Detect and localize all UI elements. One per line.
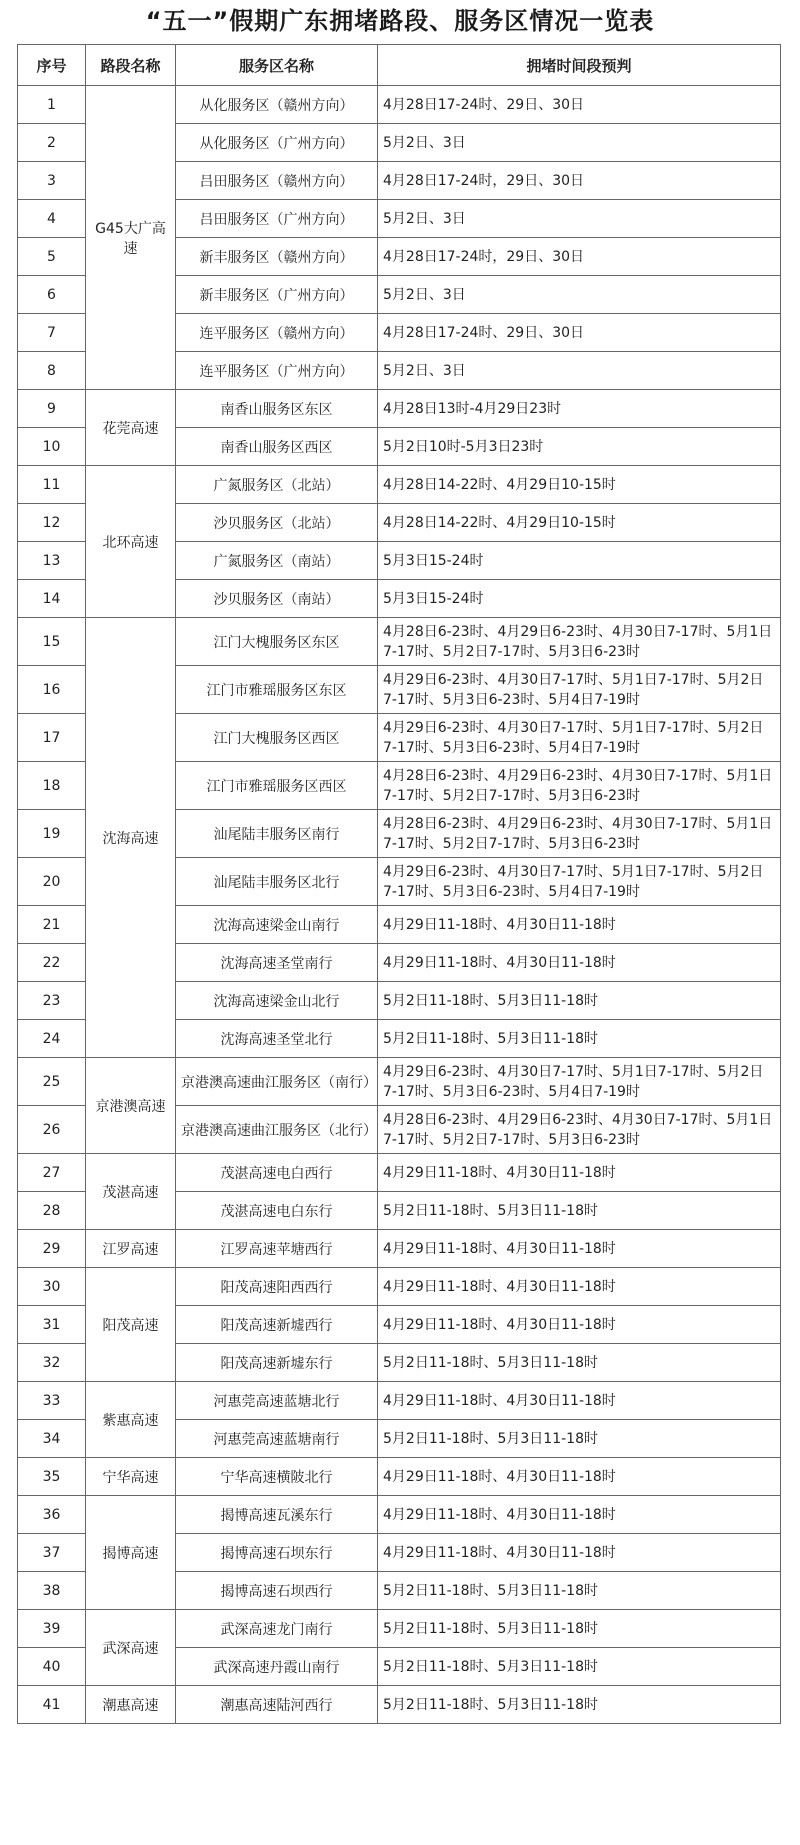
congestion-time-cell: 4月29日6-23时、4月30日7-17时、5月1日7-17时、5月2日7-17时、5月3日6-23时、5月4日7-19时: [378, 1058, 781, 1106]
row-index: 11: [18, 466, 86, 504]
row-index: 41: [18, 1686, 86, 1724]
service-area-cell: 沈海高速梁金山南行: [176, 906, 378, 944]
congestion-time-cell: 4月29日11-18时、4月30日11-18时: [378, 1306, 781, 1344]
congestion-time-cell: 4月28日17-24时、29日、30日: [378, 314, 781, 352]
row-index: 25: [18, 1058, 86, 1106]
row-index: 30: [18, 1268, 86, 1306]
service-area-cell: 武深高速丹霞山南行: [176, 1648, 378, 1686]
row-index: 22: [18, 944, 86, 982]
service-area-cell: 阳茂高速阳西西行: [176, 1268, 378, 1306]
service-area-cell: 广氮服务区（南站）: [176, 542, 378, 580]
congestion-time-cell: 4月28日6-23时、4月29日6-23时、4月30日7-17时、5月1日7-17时、5月2日7-17时、5月3日6-23时: [378, 762, 781, 810]
congestion-time-cell: 4月28日14-22时、4月29日10-15时: [378, 504, 781, 542]
table-row: [18, 1382, 781, 1420]
congestion-time-cell: 4月29日6-23时、4月30日7-17时、5月1日7-17时、5月2日7-17时、5月3日6-23时、5月4日7-19时: [378, 714, 781, 762]
congestion-time-cell: 4月29日11-18时、4月30日11-18时: [378, 1458, 781, 1496]
service-area-cell: 汕尾陆丰服务区南行: [176, 810, 378, 858]
table-row: [18, 1686, 781, 1724]
congestion-time-cell: 5月3日15-24时: [378, 542, 781, 580]
service-area-cell: 揭博高速石坝西行: [176, 1572, 378, 1610]
service-area-cell: 宁华高速横陂北行: [176, 1458, 378, 1496]
row-index: 29: [18, 1230, 86, 1268]
road-name-cell: 潮惠高速: [86, 1686, 176, 1724]
service-area-cell: 江罗高速苹塘西行: [176, 1230, 378, 1268]
service-area-cell: 新丰服务区（广州方向）: [176, 276, 378, 314]
row-index: 16: [18, 666, 86, 714]
row-index: 13: [18, 542, 86, 580]
service-area-cell: 沙贝服务区（南站）: [176, 580, 378, 618]
row-index: 9: [18, 390, 86, 428]
service-area-cell: 京港澳高速曲江服务区（北行）: [176, 1106, 378, 1154]
service-area-cell: 沙贝服务区（北站）: [176, 504, 378, 542]
road-name-cell: 阳茂高速: [86, 1268, 176, 1382]
congestion-time-cell: 5月2日、3日: [378, 124, 781, 162]
service-area-cell: 连平服务区（广州方向）: [176, 352, 378, 390]
congestion-time-cell: 5月2日11-18时、5月3日11-18时: [378, 1572, 781, 1610]
road-name-cell: 江罗高速: [86, 1230, 176, 1268]
table-row: [18, 1458, 781, 1496]
row-index: 33: [18, 1382, 86, 1420]
service-area-cell: 从化服务区（广州方向）: [176, 124, 378, 162]
service-area-cell: 广氮服务区（北站）: [176, 466, 378, 504]
congestion-time-cell: 5月2日11-18时、5月3日11-18时: [378, 1420, 781, 1458]
congestion-time-cell: 5月3日15-24时: [378, 580, 781, 618]
table-row: [18, 1058, 781, 1106]
row-index: 27: [18, 1154, 86, 1192]
row-index: 32: [18, 1344, 86, 1382]
congestion-time-cell: 5月2日11-18时、5月3日11-18时: [378, 1648, 781, 1686]
service-area-cell: 揭博高速石坝东行: [176, 1534, 378, 1572]
row-index: 20: [18, 858, 86, 906]
header-service-area: 服务区名称: [176, 45, 378, 86]
congestion-time-cell: 4月29日11-18时、4月30日11-18时: [378, 906, 781, 944]
congestion-time-cell: 4月28日6-23时、4月29日6-23时、4月30日7-17时、5月1日7-17时、5月2日7-17时、5月3日6-23时: [378, 810, 781, 858]
congestion-time-cell: 4月28日17-24时，29日、30日: [378, 162, 781, 200]
table-row: [18, 1154, 781, 1192]
row-index: 8: [18, 352, 86, 390]
row-index: 6: [18, 276, 86, 314]
row-index: 26: [18, 1106, 86, 1154]
road-name-cell: 花莞高速: [86, 390, 176, 466]
row-index: 1: [18, 86, 86, 124]
congestion-time-cell: 4月28日14-22时、4月29日10-15时: [378, 466, 781, 504]
congestion-time-cell: 4月29日11-18时、4月30日11-18时: [378, 944, 781, 982]
service-area-cell: 京港澳高速曲江服务区（南行）: [176, 1058, 378, 1106]
header-road-name: 路段名称: [86, 45, 176, 86]
congestion-time-cell: 4月28日17-24时、29日、30日: [378, 86, 781, 124]
service-area-cell: 江门大槐服务区西区: [176, 714, 378, 762]
table-row: [18, 86, 781, 124]
row-index: 24: [18, 1020, 86, 1058]
congestion-time-cell: 4月28日6-23时、4月29日6-23时、4月30日7-17时、5月1日7-17时、5月2日7-17时、5月3日6-23时: [378, 1106, 781, 1154]
row-index: 39: [18, 1610, 86, 1648]
congestion-time-cell: 5月2日11-18时、5月3日11-18时: [378, 1192, 781, 1230]
service-area-cell: 汕尾陆丰服务区北行: [176, 858, 378, 906]
road-name-cell: 沈海高速: [86, 618, 176, 1058]
service-area-cell: 江门市雅瑶服务区西区: [176, 762, 378, 810]
row-index: 12: [18, 504, 86, 542]
congestion-time-cell: 5月2日11-18时、5月3日11-18时: [378, 982, 781, 1020]
service-area-cell: 新丰服务区（赣州方向）: [176, 238, 378, 276]
road-name-cell: 武深高速: [86, 1610, 176, 1686]
row-index: 34: [18, 1420, 86, 1458]
table-row: [18, 618, 781, 666]
row-index: 5: [18, 238, 86, 276]
service-area-cell: 吕田服务区（赣州方向）: [176, 162, 378, 200]
congestion-time-cell: 5月2日11-18时、5月3日11-18时: [378, 1020, 781, 1058]
road-name-cell: 茂湛高速: [86, 1154, 176, 1230]
congestion-time-cell: 5月2日、3日: [378, 276, 781, 314]
row-index: 38: [18, 1572, 86, 1610]
congestion-time-cell: 5月2日、3日: [378, 200, 781, 238]
row-index: 18: [18, 762, 86, 810]
header-index: 序号: [18, 45, 86, 86]
service-area-cell: 沈海高速梁金山北行: [176, 982, 378, 1020]
service-area-cell: 江门市雅瑶服务区东区: [176, 666, 378, 714]
row-index: 7: [18, 314, 86, 352]
table-row: [18, 1610, 781, 1648]
service-area-cell: 茂湛高速电白西行: [176, 1154, 378, 1192]
congestion-time-cell: 5月2日、3日: [378, 352, 781, 390]
service-area-cell: 连平服务区（赣州方向）: [176, 314, 378, 352]
row-index: 37: [18, 1534, 86, 1572]
table-body: [18, 86, 781, 1724]
service-area-cell: 从化服务区（赣州方向）: [176, 86, 378, 124]
page-title: “五一”假期广东拥堵路段、服务区情况一览表: [145, 7, 655, 35]
row-index: 17: [18, 714, 86, 762]
table-row: [18, 466, 781, 504]
road-name-cell: 北环高速: [86, 466, 176, 618]
service-area-cell: 吕田服务区（广州方向）: [176, 200, 378, 238]
row-index: 21: [18, 906, 86, 944]
service-area-cell: 武深高速龙门南行: [176, 1610, 378, 1648]
road-name-cell: 京港澳高速: [86, 1058, 176, 1154]
service-area-cell: 沈海高速圣堂北行: [176, 1020, 378, 1058]
congestion-time-cell: 5月2日11-18时、5月3日11-18时: [378, 1610, 781, 1648]
congestion-time-cell: 4月28日6-23时、4月29日6-23时、4月30日7-17时、5月1日7-17时、5月2日7-17时、5月3日6-23时: [378, 618, 781, 666]
congestion-time-cell: 5月2日11-18时、5月3日11-18时: [378, 1344, 781, 1382]
row-index: 40: [18, 1648, 86, 1686]
row-index: 4: [18, 200, 86, 238]
congestion-table: [17, 44, 781, 1724]
header-congestion-time: 拥堵时间段预判: [378, 45, 781, 86]
service-area-cell: 揭博高速瓦溪东行: [176, 1496, 378, 1534]
table-header-row: [18, 45, 781, 86]
service-area-cell: 南香山服务区西区: [176, 428, 378, 466]
table-row: [18, 1230, 781, 1268]
service-area-cell: 江门大槐服务区东区: [176, 618, 378, 666]
row-index: 36: [18, 1496, 86, 1534]
row-index: 19: [18, 810, 86, 858]
congestion-time-cell: 4月29日6-23时、4月30日7-17时、5月1日7-17时、5月2日7-17时、5月3日6-23时、5月4日7-19时: [378, 858, 781, 906]
row-index: 23: [18, 982, 86, 1020]
road-name-cell: 紫惠高速: [86, 1382, 176, 1458]
congestion-time-cell: 4月29日11-18时、4月30日11-18时: [378, 1268, 781, 1306]
service-area-cell: 河惠莞高速蓝塘南行: [176, 1420, 378, 1458]
table-row: [18, 1496, 781, 1534]
service-area-cell: 南香山服务区东区: [176, 390, 378, 428]
service-area-cell: 沈海高速圣堂南行: [176, 944, 378, 982]
service-area-cell: 阳茂高速新墟西行: [176, 1306, 378, 1344]
service-area-cell: 阳茂高速新墟东行: [176, 1344, 378, 1382]
congestion-time-cell: 4月28日17-24时，29日、30日: [378, 238, 781, 276]
congestion-time-cell: 4月29日11-18时、4月30日11-18时: [378, 1534, 781, 1572]
congestion-time-cell: 4月28日13时-4月29日23时: [378, 390, 781, 428]
road-name-cell: 宁华高速: [86, 1458, 176, 1496]
congestion-time-cell: 5月2日10时-5月3日23时: [378, 428, 781, 466]
row-index: 3: [18, 162, 86, 200]
service-area-cell: 河惠莞高速蓝塘北行: [176, 1382, 378, 1420]
table-row: [18, 390, 781, 428]
service-area-cell: 潮惠高速陆河西行: [176, 1686, 378, 1724]
congestion-time-cell: 4月29日6-23时、4月30日7-17时、5月1日7-17时、5月2日7-17时、5月3日6-23时、5月4日7-19时: [378, 666, 781, 714]
congestion-time-cell: 4月29日11-18时、4月30日11-18时: [378, 1230, 781, 1268]
row-index: 35: [18, 1458, 86, 1496]
row-index: 15: [18, 618, 86, 666]
row-index: 10: [18, 428, 86, 466]
row-index: 28: [18, 1192, 86, 1230]
row-index: 31: [18, 1306, 86, 1344]
congestion-time-cell: 4月29日11-18时、4月30日11-18时: [378, 1154, 781, 1192]
table-row: [18, 1268, 781, 1306]
road-name-cell: G45大广高速: [86, 86, 176, 390]
row-index: 14: [18, 580, 86, 618]
congestion-time-cell: 4月29日11-18时、4月30日11-18时: [378, 1496, 781, 1534]
road-name-cell: 揭博高速: [86, 1496, 176, 1610]
service-area-cell: 茂湛高速电白东行: [176, 1192, 378, 1230]
row-index: 2: [18, 124, 86, 162]
congestion-time-cell: 5月2日11-18时、5月3日11-18时: [378, 1686, 781, 1724]
congestion-time-cell: 4月29日11-18时、4月30日11-18时: [378, 1382, 781, 1420]
